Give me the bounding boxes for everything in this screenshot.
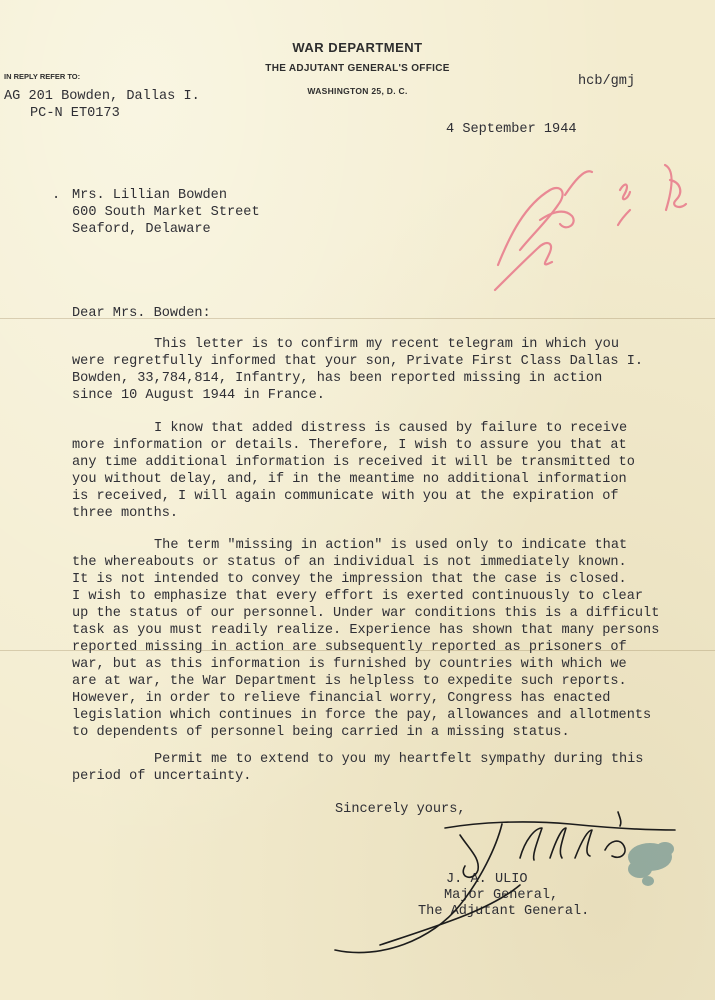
ink-stain bbox=[610, 825, 690, 895]
paragraph-line: Permit me to extend to you my heartfelt sympathy during this bbox=[154, 752, 644, 767]
paragraph-4 bbox=[72, 751, 672, 785]
paragraph-line: since 10 August 1944 in France. bbox=[72, 388, 325, 403]
paragraph-3 bbox=[72, 537, 672, 741]
red-pencil-annotation bbox=[480, 150, 705, 300]
salutation: Dear Mrs. Bowden: bbox=[72, 306, 211, 321]
paragraph-line: more information or details. Therefore, I wish to assure you that at bbox=[72, 438, 627, 453]
paragraph-1 bbox=[72, 336, 672, 404]
letterhead-department: WAR DEPARTMENT bbox=[292, 40, 423, 55]
paragraph-line: are at war, the War Department is helpless to expedite such reports. bbox=[72, 674, 627, 689]
reference-line-1: AG 201 Bowden, Dallas I. bbox=[4, 89, 200, 104]
address-bullet: . bbox=[52, 188, 61, 203]
paragraph-line: It is not intended to convey the impression that the case is closed. bbox=[72, 572, 627, 587]
signer-title: The Adjutant General. bbox=[418, 904, 590, 919]
signer-name: J. A. ULIO bbox=[446, 872, 528, 887]
paragraph-line: However, in order to relieve financial worry, Congress has enacted bbox=[72, 691, 611, 706]
paragraph-line: Bowden, 33,784,814, Infantry, has been reported missing in action bbox=[72, 371, 603, 386]
paragraph-line: period of uncertainty. bbox=[72, 769, 252, 784]
paragraph-line: This letter is to confirm my recent telegram in which you bbox=[154, 337, 619, 352]
paragraph-line: you without delay, and, if in the meantime no additional information bbox=[72, 472, 627, 487]
typist-initials: hcb/gmj bbox=[578, 74, 636, 89]
paragraph-line: reported missing in action are subsequently reported as prisoners of bbox=[72, 640, 627, 655]
recipient-name: Mrs. Lillian Bowden bbox=[72, 188, 227, 203]
paragraph-line: three months. bbox=[72, 506, 179, 521]
letterhead-location: WASHINGTON 25, D. C. bbox=[307, 86, 408, 96]
paragraph-line: to dependents of personnel being carried in a missing status. bbox=[72, 725, 570, 740]
paragraph-line: task as you must readily realize. Experience has shown that many persons bbox=[72, 623, 660, 638]
paragraph-line: I know that added distress is caused by failure to receive bbox=[154, 421, 628, 436]
reference-line-2: PC-N ET0173 bbox=[30, 106, 120, 121]
paragraph-line: war, but as this information is furnished by countries with which we bbox=[72, 657, 627, 672]
paragraph-2 bbox=[72, 420, 672, 522]
letterhead-office: THE ADJUTANT GENERAL'S OFFICE bbox=[265, 63, 450, 74]
recipient-city: Seaford, Delaware bbox=[72, 222, 211, 237]
paragraph-line: were regretfully informed that your son, Private First Class Dallas I. bbox=[72, 354, 644, 369]
paragraph-line: up the status of our personnel. Under war conditions this is a difficult bbox=[72, 606, 660, 621]
closing: Sincerely yours, bbox=[335, 802, 466, 817]
paragraph-line: is received, I will again communicate with you at the expiration of bbox=[72, 489, 619, 504]
paragraph-line: I wish to emphasize that every effort is exerted continuously to clear bbox=[72, 589, 644, 604]
paragraph-line: legislation which continues in force the pay, allowances and allotments bbox=[72, 708, 652, 723]
paragraph-line: any time additional information is received it will be transmitted to bbox=[72, 455, 635, 470]
reply-refer-label: IN REPLY REFER TO: bbox=[4, 72, 81, 81]
recipient-street: 600 South Market Street bbox=[72, 205, 260, 220]
paragraph-line: The term "missing in action" is used only to indicate that bbox=[154, 538, 628, 553]
paragraph-line: the whereabouts or status of an individual is not immediately known. bbox=[72, 555, 627, 570]
signer-rank: Major General, bbox=[444, 888, 559, 903]
letter-date: 4 September 1944 bbox=[446, 122, 577, 137]
